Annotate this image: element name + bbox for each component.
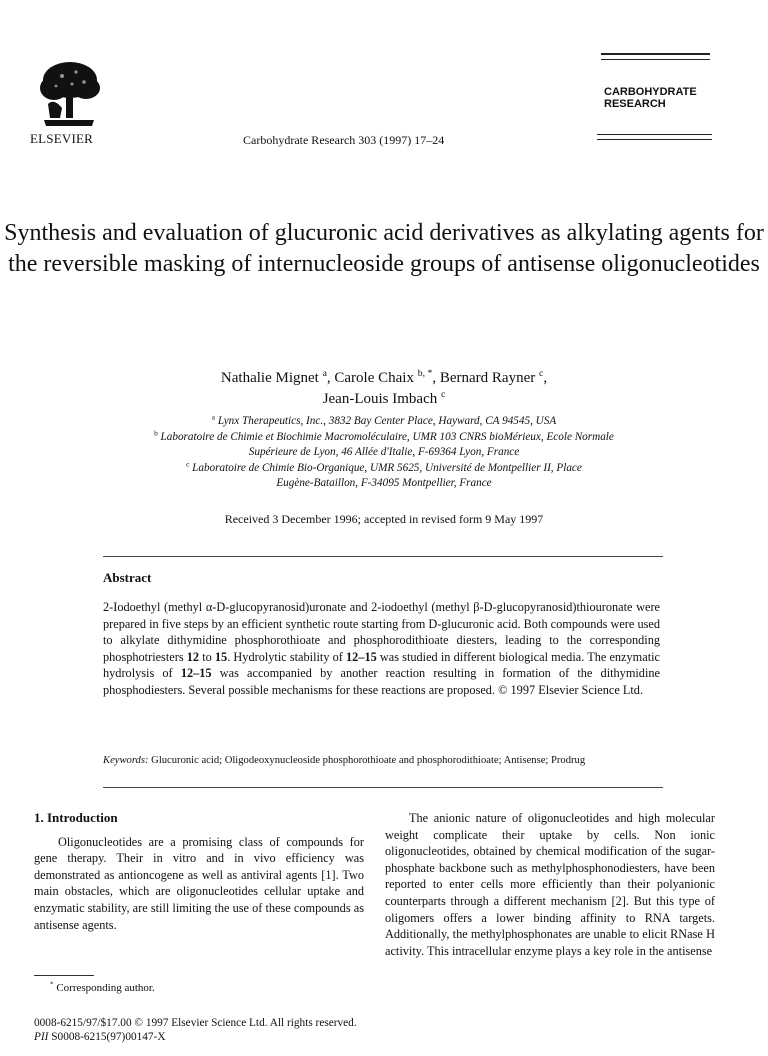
author-affil-mark: c [440,389,446,400]
keywords [103,755,683,766]
publisher-name: ELSEVIER [30,131,93,146]
author-affil-mark: a [322,368,327,379]
affiliation-line: Eugène-Bataillon, F-34095 Montpellier, France [276,477,492,489]
footnote-text: Corresponding author. [53,982,155,994]
header-rule [601,59,710,60]
author-name: Carole Chaix [334,370,414,386]
affil-mark: a [211,413,216,422]
author-name: Jean-Louis Imbach [322,391,438,407]
footnote [50,982,155,994]
journal-name [604,86,697,110]
header-rule [597,134,712,135]
keywords-label: Keywords: [103,755,149,766]
affiliations [0,414,768,492]
affiliation-line: Lynx Therapeutics, Inc., 3832 Bay Center Place, Hayward, CA 94545, USA [217,415,557,427]
author-affil-mark: c [538,368,544,379]
copyright-line: 0008-6215/97/$17.00 © 1997 Elsevier Science Ltd. All rights reserved. [34,1017,357,1029]
footnote-mark: * [50,980,54,989]
keywords-text: Glucuronic acid; Oligodeoxynucleoside phosphorothioate and phosphorodithioate; Antisense; Prodrug [148,755,586,766]
author-name: Nathalie Mignet [220,370,319,386]
journal-name-line: CARBOHYDRATE [604,86,697,98]
author-affil-mark: b, * [417,368,433,379]
received-dates: Received 3 December 1996; accepted in revised form 9 May 1997 [224,512,544,526]
left-column [34,810,364,933]
pii-value: S0008-6215(97)00147-X [48,1031,166,1043]
affil-mark: c [186,459,190,468]
section-heading: 1. Introduction [34,810,118,825]
journal-name-line: RESEARCH [604,98,666,110]
affiliation-line: Supérieure de Lyon, 46 Allée d'Italie, F-69364 Lyon, France [248,446,520,458]
abstract-text: 2-Iodoethyl (methyl α-D-glucopyranosid)uronate and 2-iodoethyl (methyl β-D-glucopyranosid)thiouronate were prepared in five steps by an efficient synthetic route starting from D-glucuronic acid. Both compounds were used to alkylate dithymidine phosphorothioate and phosphorodithioate diesters, leading to the corresponding phosphotriesters 12 to 15. Hydrolytic stability of 12–15 was studied in different biological media. The enzymatic hydrolysis of 12–15 was accompanied by another reaction resulting in formation of the dithymidine phosphodiesters. Several possible mechanisms for these reactions are proposed. © 1997 Elsevier Science Ltd. [103,600,660,697]
header-rule [601,53,710,55]
body-paragraph: Oligonucleotides are a promising class of compounds for gene therapy. Their in vitro and in vivo efficiency was demonstrated as antioncogene as well as antiviral agents [1]. Two main obstacles, which are oligonucleotides cellular uptake and enzymatic stability, are still limiting the use of these compounds as antisense agents. [34,834,364,932]
abstract-heading: Abstract [103,570,152,585]
journal-reference: Carbohydrate Research 303 (1997) 17–24 [243,133,445,147]
body-paragraph: The anionic nature of oligonucleotides and high molecular weight complicate their uptake by cells. Non ionic oligonucleotides, obtained by chemical modification of the sugar-phosphate backbone such as methylphosphonodiesters, have been reported to enter cells more efficiently than their polyanionic counterparts through a different mechanism [2]. But this type of oligomers offers a lower binding affinity to RNA targets. Additionally, the methylphosphonates are unable to elicit RNase H activity. This intracellular enzyme plays a key role in the antisense [385,811,715,958]
abstract-rule [103,787,663,788]
author-list: Nathalie Mignet $^a$, Carole Chaix $^{b, *}$, Bernard Rayner $^c$, Jean-Louis Imbach $^c$ [220,368,548,407]
affil-mark: b [154,428,158,437]
affiliation-line: Laboratoire de Chimie Bio-Organique, UMR 5625, Université de Montpellier II, Place [192,461,582,474]
elsevier-tree-logo-icon [34,58,104,128]
paper-title: Synthesis and evaluation of glucuronic acid derivatives as alkylating agents for the reversible masking of internucleoside groups of antisense oligonucleotides [4,220,764,277]
pii-label: PII [34,1031,49,1043]
abstract-rule [103,556,663,557]
header-rule [597,139,712,140]
affiliation-line: Laboratoire de Chimie et Biochimie Macromoléculaire, UMR 103 CNRS bioMérieux, Ecole Normale [160,430,614,443]
right-column [385,810,715,959]
footnote-rule [34,975,94,976]
author-name: Bernard Rayner [439,370,536,386]
pii-line [34,1030,165,1044]
